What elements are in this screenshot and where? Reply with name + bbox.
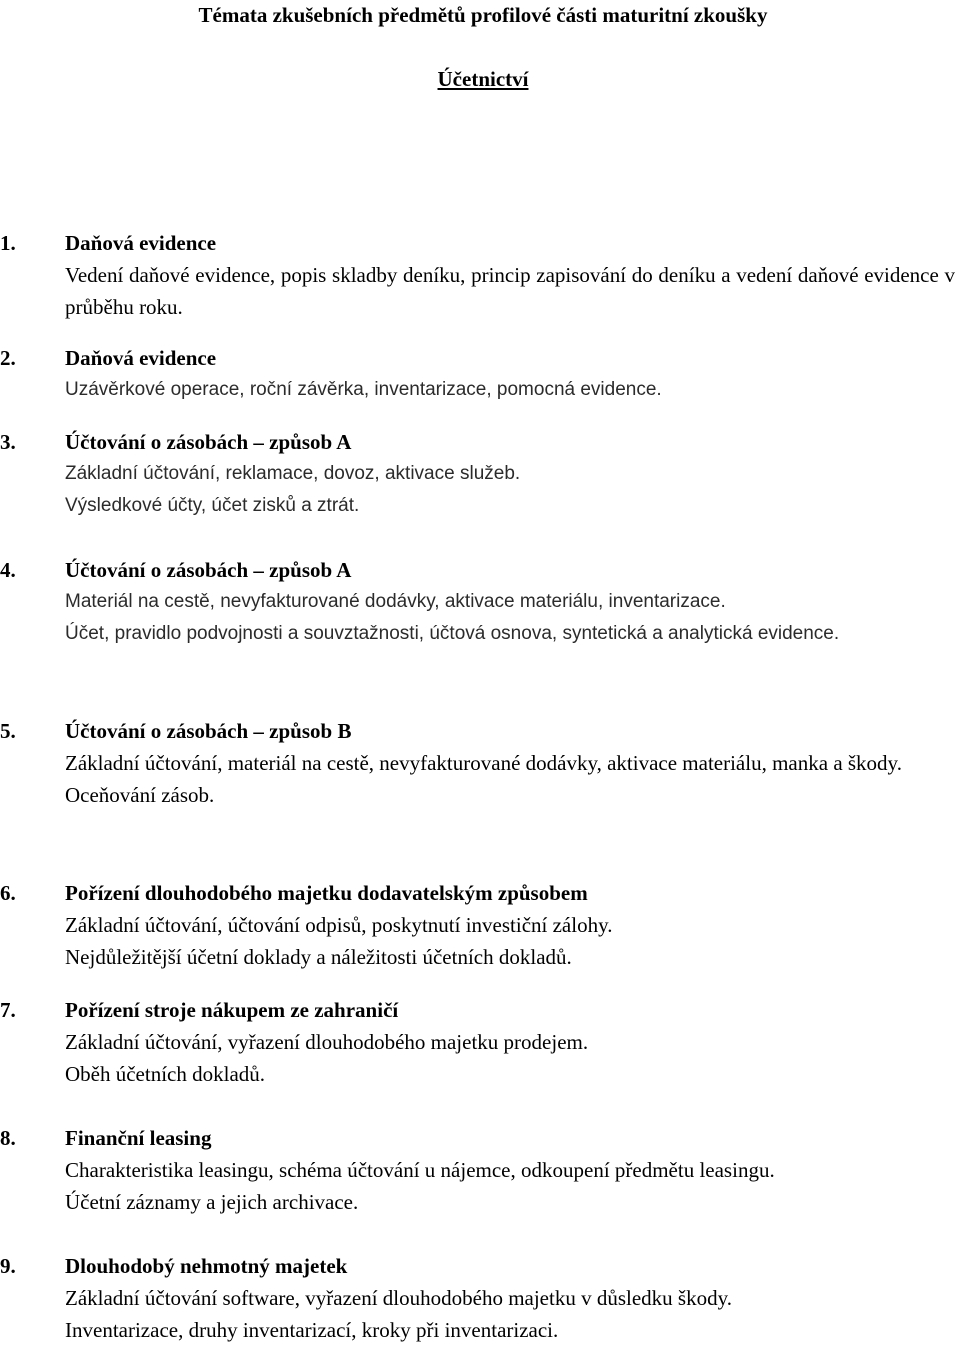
topic-number: 8. (0, 1126, 16, 1150)
topic-description: Účetní záznamy a jejich archivace. (65, 1190, 359, 1214)
topic-description: Uzávěrkové operace, roční závěrka, inventarizace, pomocná evidence. (65, 379, 662, 400)
topic-number: 1. (0, 231, 16, 255)
topic-heading: Pořízení stroje nákupem ze zahraničí (65, 998, 399, 1022)
topic-number: 6. (0, 881, 16, 905)
topic-body (65, 426, 955, 522)
topic-description: Charakteristika leasingu, schéma účtování u nájemce, odkoupení předmětu leasingu. (65, 1158, 775, 1182)
topic-number: 5. (0, 719, 16, 743)
topic-body (65, 715, 955, 811)
topic-description: Vedení daňové evidence, popis skladby deníku, princip zapisování do deníku a vedení daňové evidence v průběhu roku. (65, 263, 955, 319)
topic-heading: Účtování o zásobách – způsob A (65, 430, 352, 454)
topic-heading: Pořízení dlouhodobého majetku dodavatelským způsobem (65, 881, 588, 905)
topic-body (65, 227, 955, 323)
topic-description: Oběh účetních dokladů. (65, 1062, 266, 1086)
topic-description: Základní účtování, vyřazení dlouhodobého majetku prodejem. (65, 1030, 589, 1054)
topic-body (65, 1250, 955, 1346)
topic-body (65, 877, 955, 973)
topic-description: Oceňování zásob. (65, 783, 215, 807)
topic-body (65, 994, 955, 1090)
topic-description: Účet, pravidlo podvojnosti a souvztažnosti, účtová osnova, syntetická a analytická evidence. (65, 623, 840, 644)
topic-body (65, 554, 955, 650)
page-title: Témata zkušebních předmětů profilové části maturitní zkoušky (198, 3, 768, 27)
topic-body (65, 1122, 955, 1218)
topic-number: 3. (0, 430, 16, 454)
topic-description: Základní účtování, účtování odpisů, poskytnutí investiční zálohy. (65, 913, 613, 937)
topic-heading: Účtování o zásobách – způsob A (65, 558, 352, 582)
topic-heading: Dlouhodobý nehmotný majetek (65, 1254, 348, 1278)
topic-description: Nejdůležitější účetní doklady a náležitosti účetních dokladů. (65, 945, 572, 969)
topic-heading: Účtování o zásobách – způsob B (65, 719, 352, 743)
topic-heading: Daňová evidence (65, 231, 217, 255)
topic-description: Základní účtování software, vyřazení dlouhodobého majetku v důsledku škody. (65, 1286, 732, 1310)
topic-heading: Daňová evidence (65, 346, 217, 370)
topic-description: Materiál na cestě, nevyfakturované dodávky, aktivace materiálu, inventarizace. (65, 591, 726, 612)
topic-description: Výsledkové účty, účet zisků a ztrát. (65, 495, 360, 516)
topic-body (65, 342, 955, 406)
topic-description: Základní účtování, reklamace, dovoz, aktivace služeb. (65, 463, 521, 484)
topic-number: 4. (0, 558, 16, 582)
subject-title: Účetnictví (437, 67, 529, 91)
topic-description: Základní účtování, materiál na cestě, nevyfakturované dodávky, aktivace materiálu, manka a škody. (65, 751, 902, 775)
topic-description: Inventarizace, druhy inventarizací, kroky při inventarizaci. (65, 1318, 559, 1342)
topic-heading: Finanční leasing (65, 1126, 212, 1150)
topic-number: 2. (0, 346, 16, 370)
topic-number: 7. (0, 998, 16, 1022)
topic-number: 9. (0, 1254, 16, 1278)
